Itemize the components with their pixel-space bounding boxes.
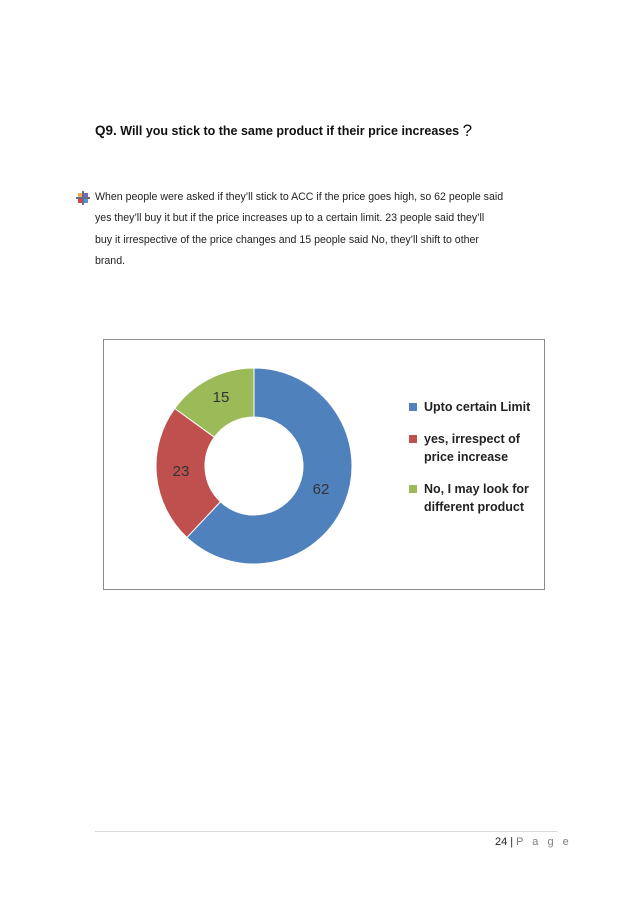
doughnut-chart [104, 340, 404, 590]
page-footer [495, 836, 572, 848]
legend-item-upto-limit [409, 398, 544, 416]
legend-label-line: No, I may look for [424, 482, 529, 496]
question-heading [95, 120, 575, 140]
bullet-line: yes they’ll buy it but if the price increases up to a certain limit. 23 people said they’ll [95, 212, 485, 225]
legend-swatch [409, 435, 417, 443]
data-label-upto-limit: 62 [312, 481, 330, 498]
footer-divider [95, 831, 557, 832]
legend-swatch [409, 403, 417, 411]
chart-area [103, 339, 545, 590]
bullet-line: When people were asked if they’ll stick to ACC if the price goes high, so 62 people said [95, 191, 504, 203]
page-number: 24 [495, 836, 508, 848]
question-number: Q9. [95, 123, 117, 138]
bullet-line: buy it irrespective of the price changes and 15 people said No, they’ll shift to other [95, 233, 479, 246]
legend-label-line: Upto certain Limit [424, 400, 531, 414]
legend-item-irrespective [409, 430, 544, 466]
legend-item-different-product [409, 480, 544, 516]
bullet-line: brand. [95, 255, 126, 268]
chart-legend [409, 398, 544, 530]
legend-label-line: price increase [424, 450, 509, 464]
multicolor-bullet-icon [76, 191, 90, 205]
legend-label-line: different product [424, 500, 524, 514]
data-label-different-product: 15 [212, 389, 230, 406]
data-label-irrespective: 23 [172, 463, 190, 480]
question-text: Will you stick to the same product if their price increases [120, 124, 460, 138]
page-word: P a g e [516, 836, 572, 848]
footer-separator: | [510, 836, 514, 848]
bullet-paragraph [95, 187, 555, 273]
legend-label-line: yes, irrespect of [424, 432, 520, 446]
question-mark: ? [462, 121, 473, 140]
legend-swatch [409, 485, 417, 493]
